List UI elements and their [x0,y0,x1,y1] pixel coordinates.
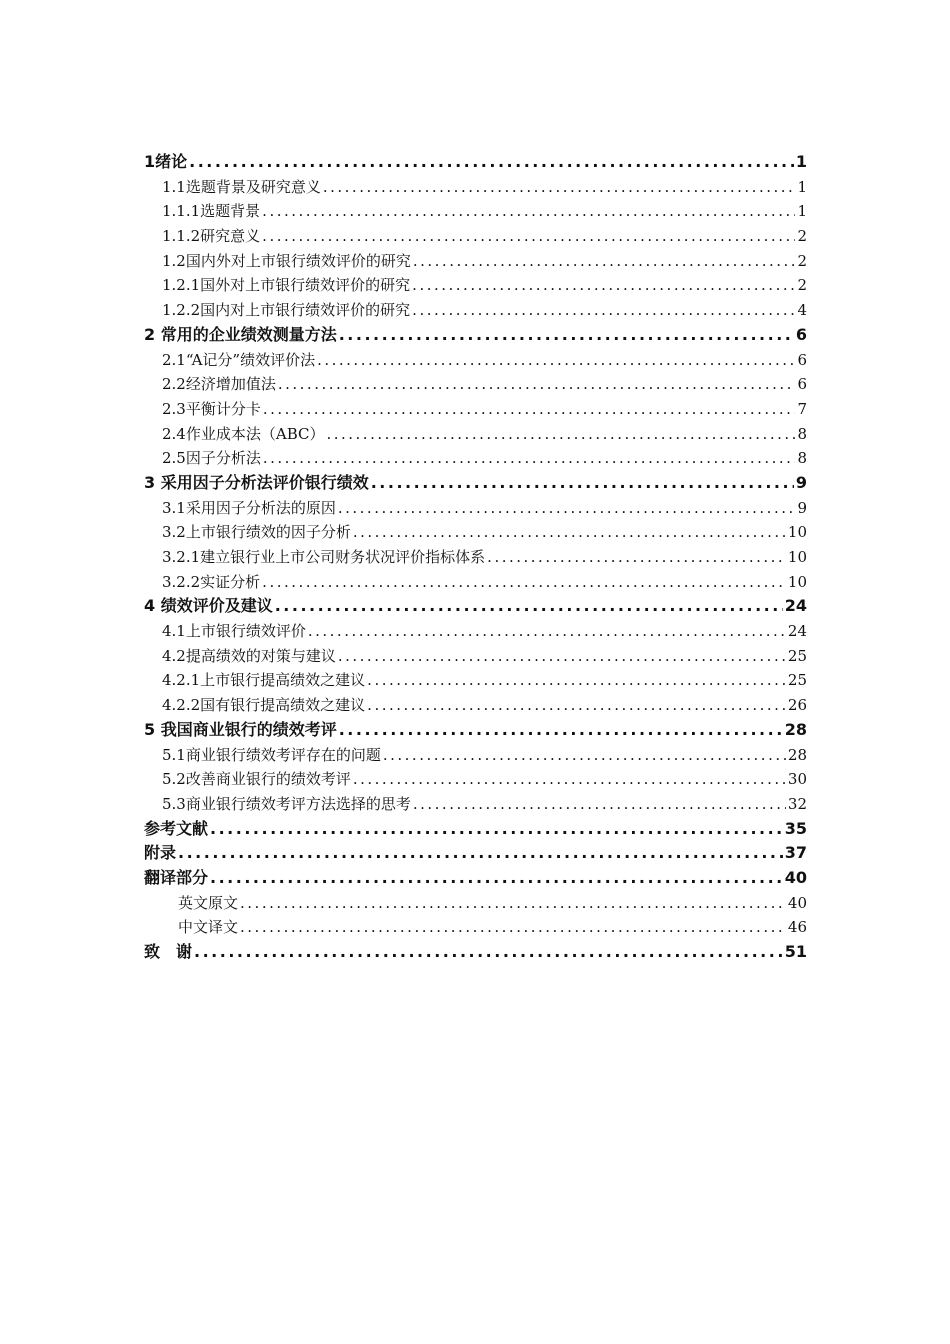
toc-entry-page-number: 1 [797,202,807,221]
toc-entry[interactable] [144,743,807,768]
toc-entry-title: 3.1采用因子分析法的原因 [162,498,336,517]
toc-dot-leader [262,570,786,595]
toc-entry-page-number: 9 [797,498,807,517]
toc-dot-leader [240,891,786,916]
toc-entry-title: 翻译部分 [144,867,209,887]
toc-entry-title: 英文原文 [178,893,239,912]
toc-entry-title: 附录 [144,843,177,863]
toc-entry-title: 1.1.1选题背景 [162,202,261,221]
toc-dot-leader [353,767,786,792]
toc-entry-page-number: 8 [797,424,807,443]
toc-entry-title: 1.2.1国外对上市银行绩效评价的研究 [162,276,411,295]
toc-entry[interactable] [144,298,807,323]
toc-entry-page-number: 40 [787,893,807,912]
toc-entry-title: 1.1.2研究意义 [162,227,261,246]
toc-entry-title: 2.5因子分析法 [162,449,261,468]
toc-dot-leader [210,866,783,891]
toc-dot-leader [413,792,786,817]
toc-entry[interactable] [144,199,807,224]
toc-entry[interactable] [144,249,807,274]
toc-dot-leader [278,372,796,397]
toc-dot-leader [275,594,783,619]
toc-entry-title: 5.2改善商业银行的绩效考评 [162,770,351,789]
toc-entry-title: 4.2提高绩效的对策与建议 [162,646,336,665]
toc-entry-page-number: 40 [784,867,807,887]
toc-entry[interactable] [144,397,807,422]
toc-entry-page-number: 10 [787,572,807,591]
toc-dot-leader [412,298,795,323]
toc-entry-page-number: 46 [787,918,807,937]
toc-entry-page-number: 7 [797,399,807,418]
toc-entry-title: 3 采用因子分析法评价银行绩效 [144,472,369,492]
toc-entry-title: 2.2经济增加值法 [162,375,276,394]
toc-entry-page-number: 24 [787,622,807,641]
toc-entry[interactable] [144,372,807,397]
table-of-contents [144,150,807,965]
toc-entry-page-number: 10 [787,548,807,566]
toc-entry[interactable] [144,224,807,249]
toc-entry[interactable] [144,175,807,200]
toc-entry-page-number: 30 [787,770,807,789]
toc-dot-leader [308,619,786,644]
toc-dot-leader [353,520,786,545]
toc-entry[interactable] [144,792,807,817]
toc-dot-leader [338,496,796,521]
toc-entry-page-number: 1 [797,177,807,196]
toc-entry-page-number: 32 [787,794,807,813]
toc-dot-leader [338,644,786,669]
toc-entry[interactable] [144,940,807,965]
toc-entry-page-number: 8 [797,449,807,468]
toc-entry[interactable] [144,570,807,595]
toc-dot-leader [317,348,795,373]
toc-entry[interactable] [144,891,807,916]
toc-entry-title: 5 我国商业银行的绩效考评 [144,719,337,739]
toc-entry-page-number: 1 [795,152,807,171]
toc-entry-title: 中文译文 [178,918,239,937]
toc-entry-page-number: 6 [797,375,807,394]
toc-entry-page-number: 26 [787,696,807,715]
toc-entry-title: 3.2.2实证分析 [162,572,261,591]
toc-entry-title: 2.3平衡计分卡 [162,399,261,418]
toc-entry-title: 致 谢 [144,942,193,961]
toc-entry-title: 1.2国内外对上市银行绩效评价的研究 [162,251,411,270]
toc-entry-page-number: 9 [795,472,807,492]
toc-entry[interactable] [144,693,807,718]
toc-dot-leader [339,323,794,348]
toc-dot-leader [262,224,795,249]
toc-entry-page-number: 6 [795,324,807,344]
toc-entry[interactable] [144,348,807,373]
toc-dot-leader [326,422,795,447]
toc-dot-leader [262,199,795,224]
toc-entry-title: 1绪论 [144,152,188,171]
toc-dot-leader [210,817,783,842]
toc-entry-page-number: 28 [784,719,807,739]
toc-entry-title: 参考文献 [144,818,209,838]
toc-entry[interactable] [144,446,807,471]
toc-entry[interactable] [144,471,807,496]
toc-entry-title: 1.1选题背景及研究意义 [162,177,321,196]
toc-dot-leader [367,693,786,718]
toc-entry[interactable] [144,545,807,570]
toc-entry-page-number: 2 [797,251,807,270]
toc-dot-leader [413,249,796,274]
toc-entry-page-number: 6 [797,350,807,369]
toc-entry[interactable] [144,668,807,693]
toc-entry[interactable] [144,644,807,669]
toc-dot-leader [189,150,794,175]
toc-entry[interactable] [144,915,807,940]
toc-dot-leader [367,668,786,693]
toc-entry[interactable] [144,150,807,175]
toc-entry-title: 4.1上市银行绩效评价 [162,622,306,641]
toc-entry[interactable] [144,594,807,619]
toc-entry-title: 2.4作业成本法（ABC） [162,424,325,443]
toc-entry-page-number: 2 [797,276,807,295]
toc-dot-leader [178,841,783,866]
toc-dot-leader [194,940,783,965]
toc-dot-leader [339,718,783,743]
toc-entry[interactable] [144,619,807,644]
toc-entry[interactable] [144,767,807,792]
toc-entry-page-number: 4 [797,301,807,320]
toc-entry[interactable] [144,718,807,743]
toc-entry-page-number: 35 [784,818,807,838]
toc-dot-leader [371,471,794,496]
toc-entry-title: 2.1“A记分”绩效评价法 [162,350,316,369]
toc-entry[interactable] [144,422,807,447]
toc-entry-page-number: 25 [787,646,807,665]
toc-entry[interactable] [144,841,807,866]
toc-entry[interactable] [144,323,807,348]
toc-entry[interactable] [144,520,807,545]
toc-entry[interactable] [144,273,807,298]
toc-entry-page-number: 10 [787,523,807,542]
toc-entry-title: 2 常用的企业绩效测量方法 [144,324,337,344]
toc-entry-page-number: 51 [784,942,807,961]
toc-dot-leader [323,175,796,200]
toc-entry-title: 4 绩效评价及建议 [144,596,273,616]
toc-entry-title: 4.2.1上市银行提高绩效之建议 [162,671,366,690]
toc-entry-title: 1.2.2国内对上市银行绩效评价的研究 [162,301,411,320]
toc-entry-page-number: 24 [784,596,807,616]
toc-entry-page-number: 25 [787,671,807,690]
toc-entry-page-number: 2 [797,227,807,246]
toc-dot-leader [240,915,786,940]
toc-dot-leader [383,743,786,768]
toc-entry[interactable] [144,496,807,521]
toc-dot-leader [263,446,796,471]
toc-entry-title: 4.2.2国有银行提高绩效之建议 [162,696,366,715]
toc-entry[interactable] [144,866,807,891]
toc-entry[interactable] [144,817,807,842]
toc-entry-title: 3.2上市银行绩效的因子分析 [162,523,351,542]
toc-dot-leader [487,545,786,570]
toc-entry-title: 5.1商业银行绩效考评存在的问题 [162,745,381,764]
toc-dot-leader [412,273,795,298]
toc-entry-title: 5.3商业银行绩效考评方法选择的思考 [162,794,411,813]
toc-entry-page-number: 28 [787,745,807,764]
toc-entry-page-number: 37 [784,843,807,863]
toc-entry-title: 3.2.1建立银行业上市公司财务状况评价指标体系 [162,548,486,566]
toc-dot-leader [263,397,796,422]
